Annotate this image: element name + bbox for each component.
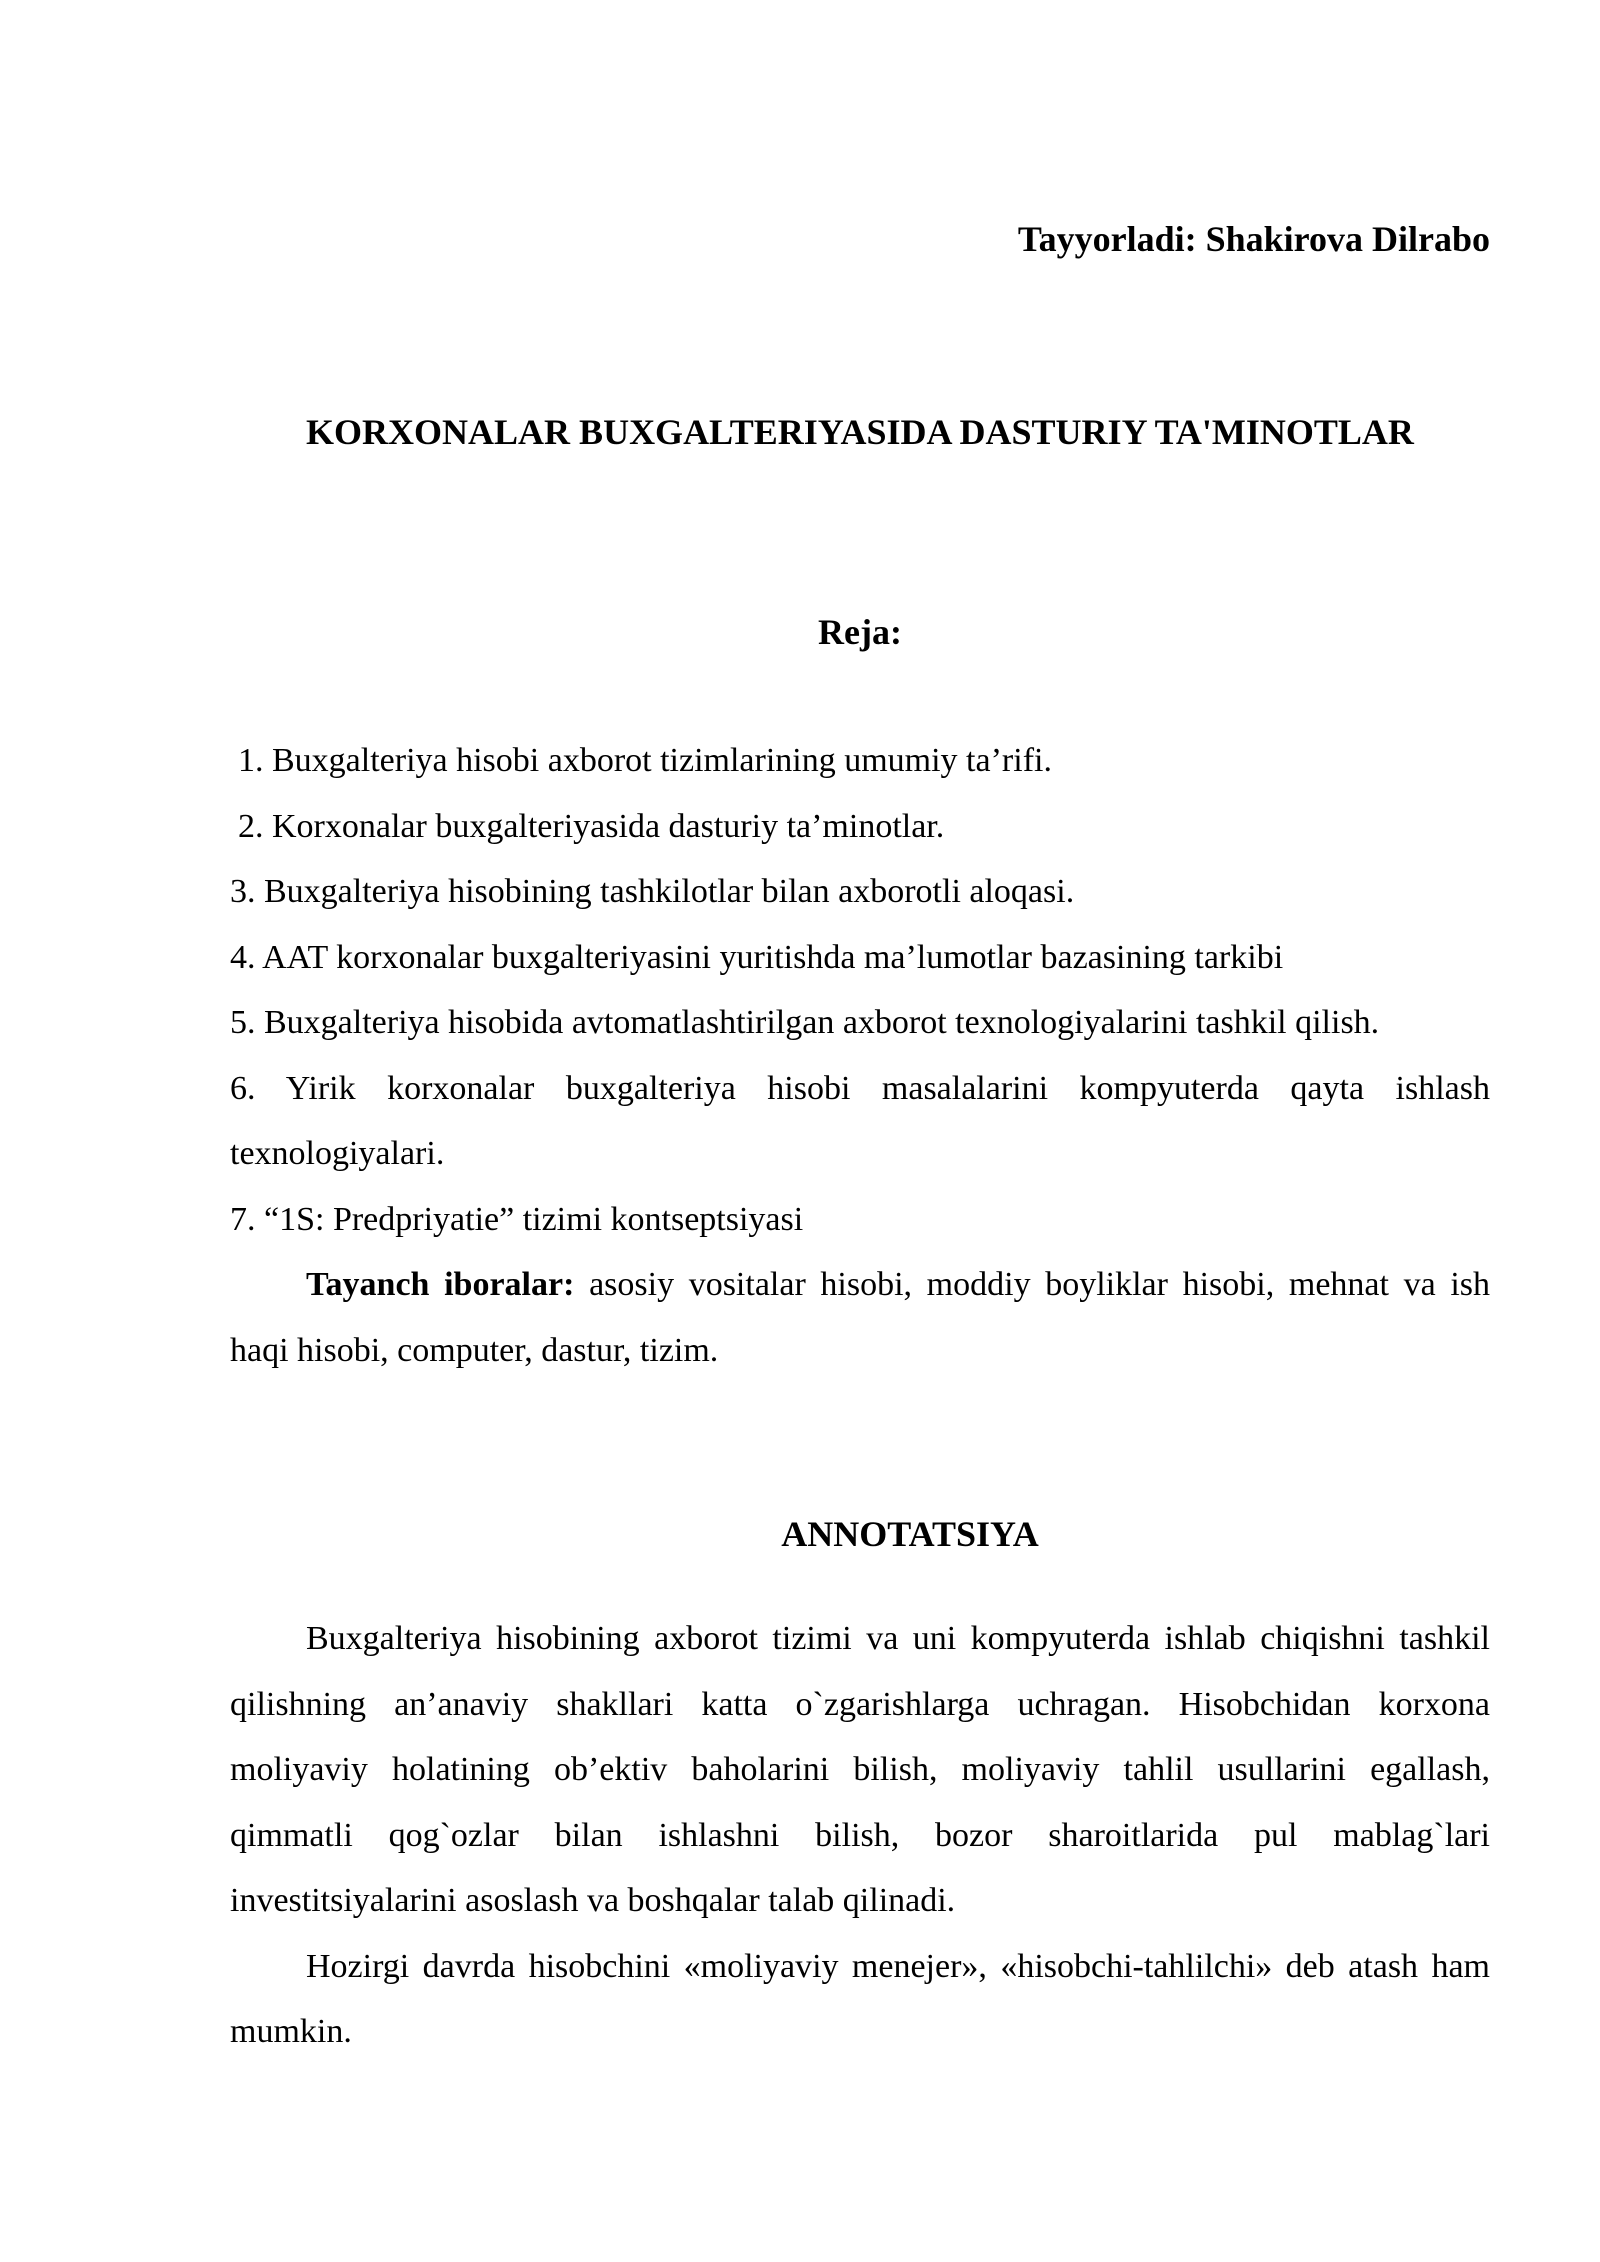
keywords-text: asosiy vositalar hisobi, moddiy boyliklar hisobi, mehnat va ish haqi hisobi, computer, dastur, tizim. xyxy=(230,1266,1490,1369)
author-line: Tayyorladi: Shakirova Dilrabo xyxy=(1017,219,1490,259)
plan-heading: Reja: xyxy=(818,612,902,652)
plan-item-6: 6. Yirik korxonalar buxgalteriya hisobi masalalarini kompyuterda qayta ishlash texnologiyalari. xyxy=(230,1069,1490,1172)
plan-item-3: 3. Buxgalteriya hisobining tashkilotlar bilan axborotli aloqasi. xyxy=(230,873,1075,910)
annotation-section xyxy=(230,1606,1490,2065)
plan-item-2: 2. Korxonalar buxgalteriyasida dasturiy ta’minotlar. xyxy=(238,807,945,845)
keywords-paragraph xyxy=(230,1252,1490,1383)
plan-section xyxy=(230,728,1490,1383)
annotation-paragraph-1: Buxgalteriya hisobining axborot tizimi va uni kompyuterda ishlab chiqishni tashkil qilishning an’anaviy shakllari katta o`zgarishlarga uchragan. Hisobchidan korxona moliyaviy holatining ob’ektiv baholarini bilish, moliyaviy tahlil usullarini egallash, qimmatli qog`ozlar bilan ishlashni bilish, bozor sharoitlarida pul mablag`lari investitsiyalarini asoslash va boshqalar talab qilinadi. xyxy=(230,1620,1490,1919)
keywords-label: Tayanch iboralar: xyxy=(306,1266,575,1303)
annotation-paragraph-2: Hozirgi davrda hisobchini «moliyaviy menejer», «hisobchi-tahlilchi» deb atash ham mumkin. xyxy=(230,1947,1490,2050)
annotation-heading: ANNOTATSIYA xyxy=(781,1514,1039,1554)
plan-item-7: 7. “1S: Predpriyatie” tizimi kontseptsiyasi xyxy=(230,1200,804,1238)
document-title: KORXONALAR BUXGALTERIYASIDA DASTURIY TA'MINOTLAR xyxy=(306,412,1414,452)
plan-item-1: 1. Buxgalteriya hisobi axborot tizimlarining umumiy ta’rifi. xyxy=(238,742,1052,779)
plan-item-5: 5. Buxgalteriya hisobida avtomatlashtirilgan axborot texnologiyalarini tashkil qilish. xyxy=(230,1004,1380,1041)
plan-item-4: 4. AAT korxonalar buxgalteriyasini yuritishda ma’lumotlar bazasining tarkibi xyxy=(230,938,1284,976)
plan-list xyxy=(230,728,1490,1252)
